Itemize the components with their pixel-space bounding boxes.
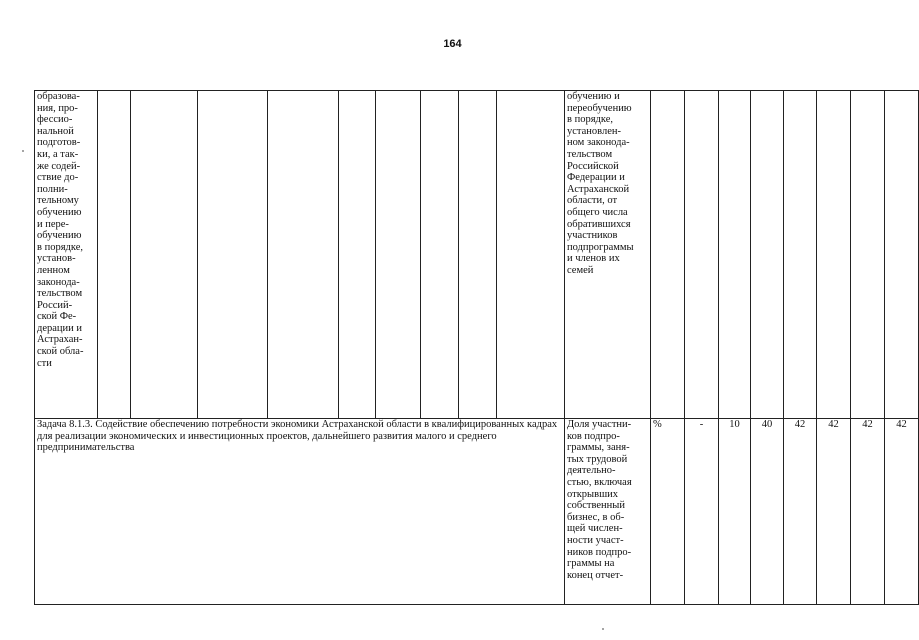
measure-text-line: Астрахан- bbox=[37, 334, 83, 346]
measure-text-line: законода- bbox=[37, 276, 80, 288]
indicator-text-line: ном законода- bbox=[567, 137, 630, 149]
measure-text-line: ния, про- bbox=[37, 102, 78, 114]
empty-cell bbox=[131, 91, 198, 419]
indicator-text-line: бизнес, в об- bbox=[567, 511, 625, 523]
empty-cell bbox=[651, 91, 685, 419]
indicator-text-line: открывших bbox=[567, 488, 619, 500]
indicator-text-line: граммы, заня- bbox=[567, 442, 630, 454]
indicator-text-line: Астраханской bbox=[567, 183, 630, 195]
empty-cell bbox=[885, 91, 919, 419]
cell-value: - bbox=[685, 419, 719, 605]
task-description: Задача 8.1.3. Содействие обеспечению потребности экономики Астраханской области в квалифицированных кадрах для реализации экономических и инвестиционных проектов, дальнейшего развития малого и среднего предпринимательства bbox=[35, 419, 565, 605]
indicator-text-line: подпрограммы bbox=[567, 241, 634, 253]
measure-text-line: же содей- bbox=[37, 160, 81, 172]
measure-text-line: в порядке, bbox=[37, 241, 83, 253]
indicator-text-line: участников bbox=[567, 230, 618, 242]
measure-text-line: обучению bbox=[37, 206, 82, 218]
cell-value: 40 bbox=[751, 419, 784, 605]
measure-text-line: обучению bbox=[37, 230, 82, 242]
table-row-task bbox=[35, 419, 919, 605]
indicator-table bbox=[34, 90, 919, 605]
empty-cell bbox=[751, 91, 784, 419]
cell-value: 42 bbox=[784, 419, 817, 605]
empty-cell bbox=[685, 91, 719, 419]
indicator-text-line: области, от bbox=[567, 195, 618, 207]
measure-text-line: ской Фе- bbox=[37, 311, 77, 323]
empty-cell bbox=[851, 91, 885, 419]
measure-text-line: установ- bbox=[37, 253, 76, 265]
empty-cell bbox=[719, 91, 751, 419]
indicator-text-line: ков подпро- bbox=[567, 430, 620, 442]
indicator-text-line: собственный bbox=[567, 500, 625, 512]
indicator-text-line: ности участ- bbox=[567, 534, 624, 546]
page-number: 164 bbox=[443, 38, 462, 50]
empty-cell bbox=[376, 91, 421, 419]
empty-cell bbox=[198, 91, 268, 419]
scan-speck bbox=[22, 150, 24, 152]
empty-cell bbox=[817, 91, 851, 419]
measure-text-line: нальной bbox=[37, 125, 74, 137]
indicator-text-line: семей bbox=[567, 264, 594, 276]
scan-speck bbox=[602, 628, 604, 630]
cell-unit: % bbox=[651, 419, 685, 605]
indicator-text-line: граммы на bbox=[567, 558, 615, 570]
indicator-text-line: и членов их bbox=[567, 253, 620, 265]
measure-text-line: подготов- bbox=[37, 137, 81, 149]
cell-value: 42 bbox=[885, 419, 919, 605]
indicator-text-line: деятельно- bbox=[567, 465, 616, 477]
cell-value: 10 bbox=[719, 419, 751, 605]
measure-text-line: Россий- bbox=[37, 299, 73, 311]
measure-text-line: и пере- bbox=[37, 218, 69, 230]
measure-text-line: тельному bbox=[37, 195, 79, 207]
measure-text-line: полни- bbox=[37, 183, 68, 195]
indicator-text-line: обратившихся bbox=[567, 218, 631, 230]
measure-text-line: фессио- bbox=[37, 114, 73, 126]
cell-indicator-name bbox=[565, 419, 651, 605]
measure-text-line: образова- bbox=[37, 91, 80, 102]
empty-cell bbox=[421, 91, 459, 419]
indicator-text-line: тельством bbox=[567, 148, 613, 160]
indicator-text-line: щей числен- bbox=[567, 523, 623, 535]
measure-text-line: сти bbox=[37, 357, 52, 369]
indicator-text-line: обучению и bbox=[567, 91, 620, 102]
indicator-text-line: тых трудовой bbox=[567, 453, 628, 465]
indicator-text-line: конец отчет- bbox=[567, 569, 624, 581]
empty-cell bbox=[784, 91, 817, 419]
indicator-text-line: в порядке, bbox=[567, 114, 613, 126]
cell-value: 42 bbox=[851, 419, 885, 605]
indicator-text-line: Федерации и bbox=[567, 172, 625, 184]
measure-text-line: ской обла- bbox=[37, 346, 84, 358]
empty-cell bbox=[98, 91, 131, 419]
empty-cell bbox=[268, 91, 339, 419]
measure-text-line: тельством bbox=[37, 288, 83, 300]
cell-measure-name bbox=[35, 91, 98, 419]
indicator-text-line: Российской bbox=[567, 160, 619, 172]
measure-text-line: дерации и bbox=[37, 322, 83, 334]
empty-cell bbox=[459, 91, 497, 419]
table-row-continuation bbox=[35, 91, 919, 419]
indicator-text-line: установлен- bbox=[567, 125, 621, 137]
empty-cell bbox=[497, 91, 565, 419]
indicator-text-line: общего числа bbox=[567, 206, 628, 218]
indicator-text-line: ников подпро- bbox=[567, 546, 632, 558]
empty-cell bbox=[339, 91, 376, 419]
measure-text-line: ствие до- bbox=[37, 172, 79, 184]
measure-text-line: ки, а так- bbox=[37, 148, 79, 160]
indicator-text-line: стью, включая bbox=[567, 476, 632, 488]
cell-value: 42 bbox=[817, 419, 851, 605]
cell-indicator-name bbox=[565, 91, 651, 419]
indicator-text-line: переобучению bbox=[567, 102, 632, 114]
indicator-text-line: Доля участни- bbox=[567, 419, 632, 430]
measure-text-line: ленном bbox=[37, 264, 70, 276]
